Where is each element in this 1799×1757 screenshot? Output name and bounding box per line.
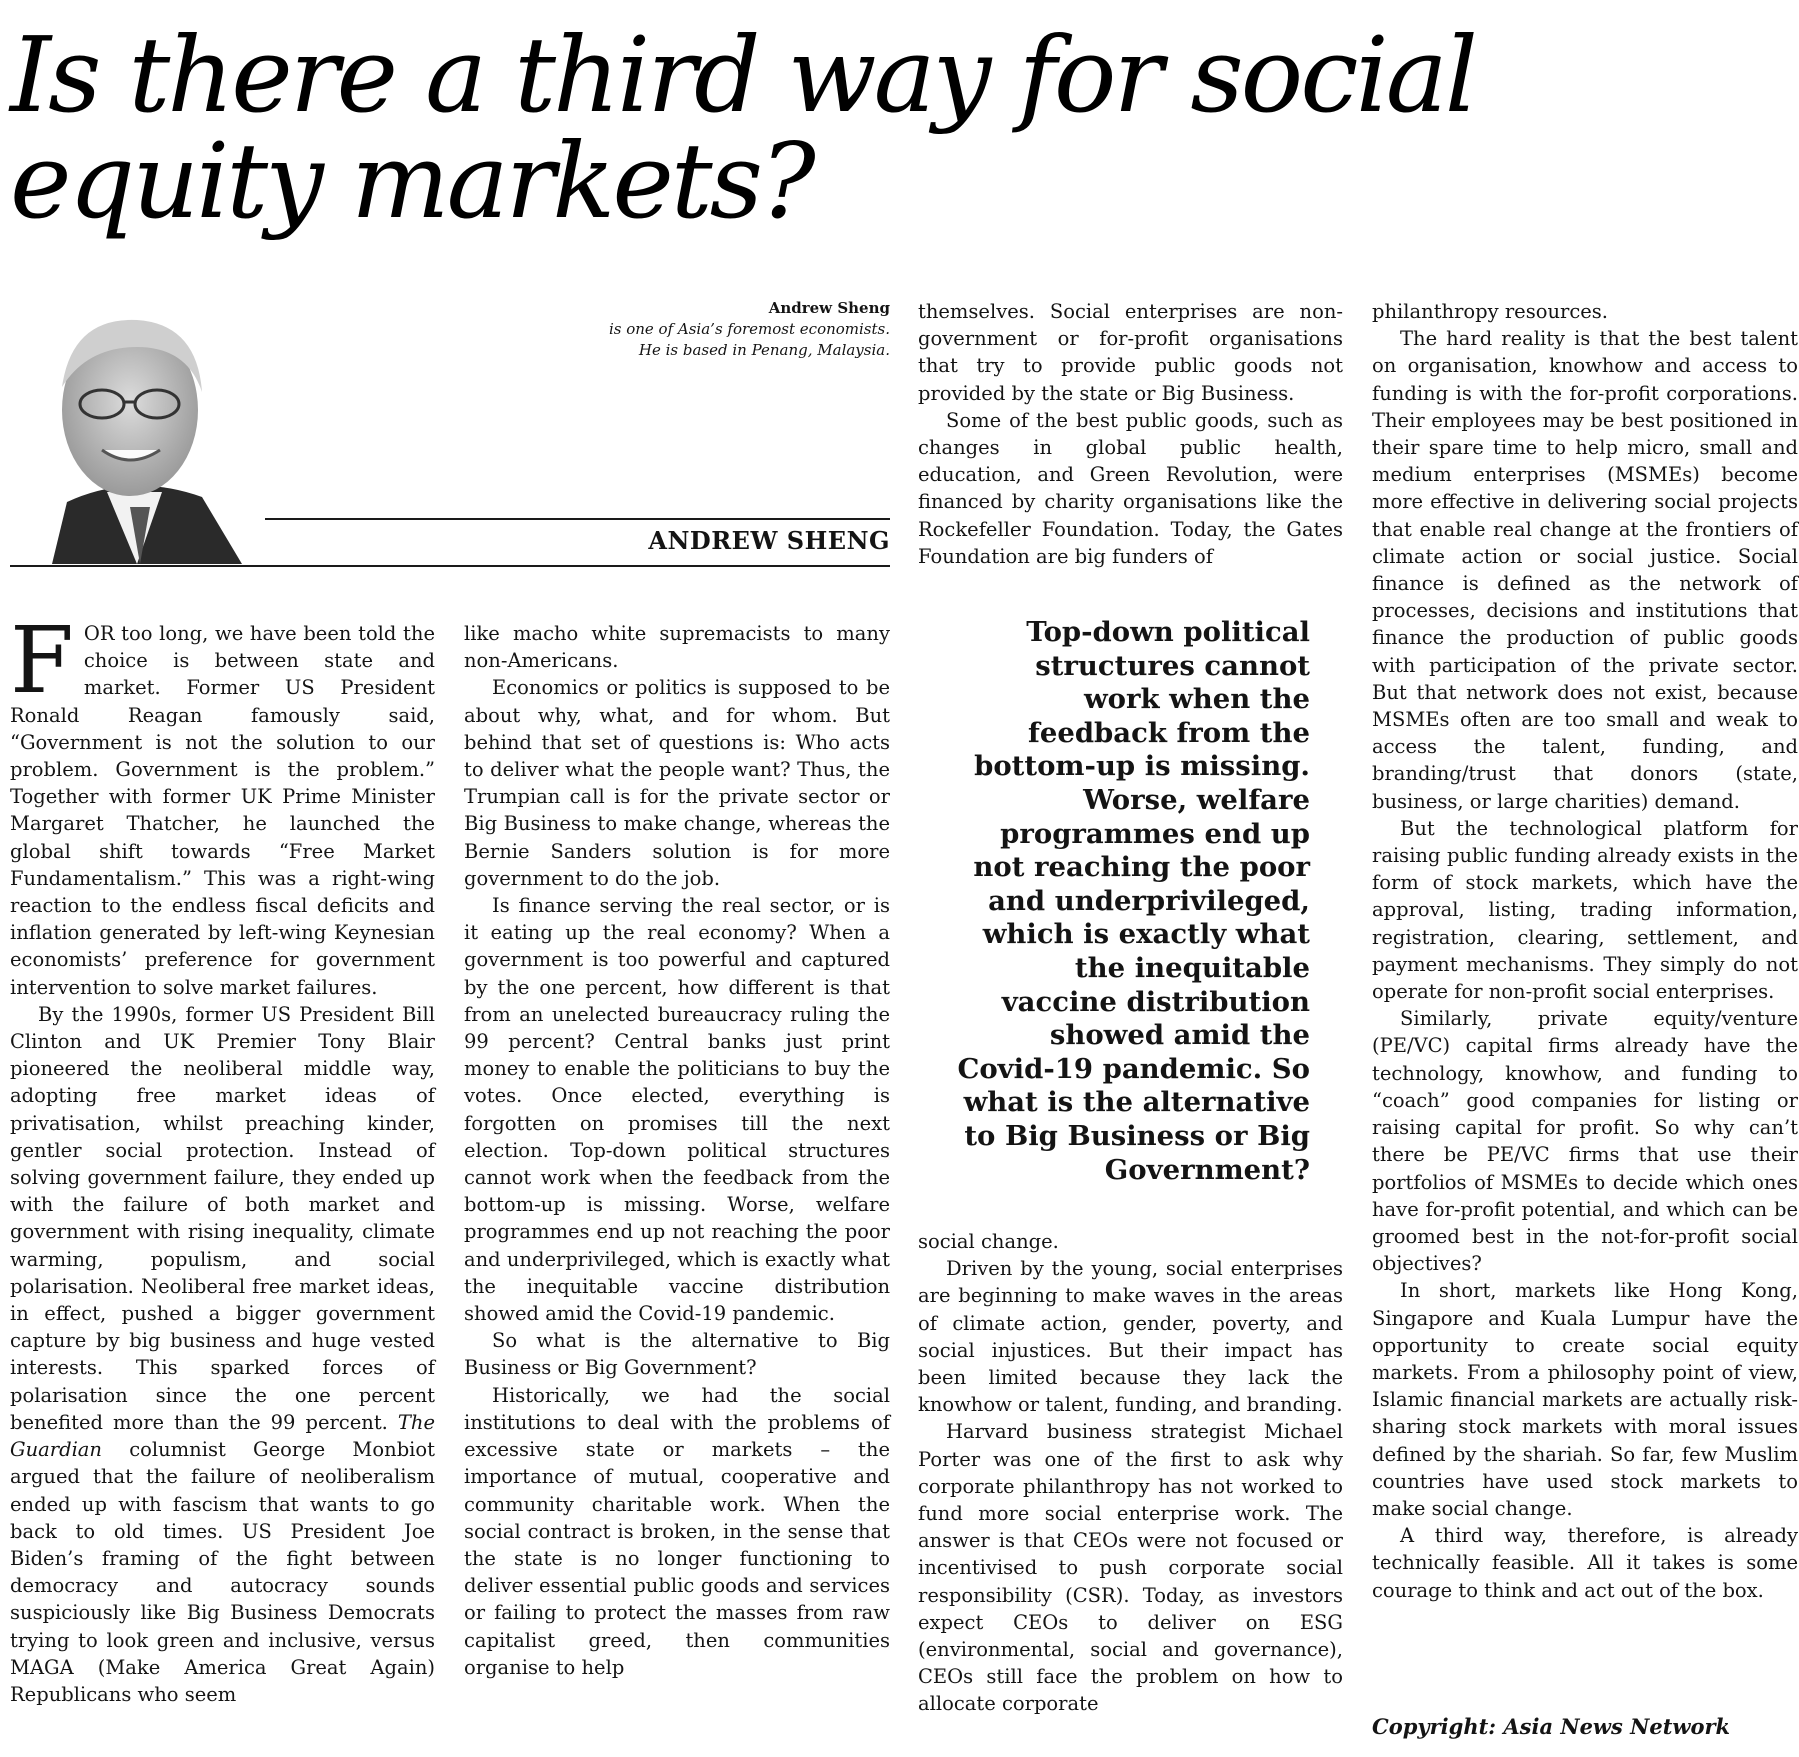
paragraph: By the 1990s, former US President Bill Clinton and UK Premier Tony Blair pioneered the neoliberal middle way, adopting free market ideas of privatisation, whilst preaching kinder, gentler social protection. Instead of solving government failure, they ended up with the failure of both market and government with rising inequality, climate warming, populism, and social polarisation. Neoliberal free market ideas, in effect, pushed a bigger government capture by big business and huge vested interests. This sparked forces of polarisation since the one percent benefited more than the 99 percent. The Guardian columnist George Monbiot argued that the failure of neoliberalism ended up with fascism that wants to go back to old times. US President Joe Biden’s framing of the fight between democracy and autocracy sounds suspiciously like Big Business Democrats trying to look green and inclusive, versus MAGA (Make America Great Again) Republicans who seem	[10, 1002, 435, 1706]
paragraph: philanthropy resources.	[1372, 300, 1609, 323]
paragraph: Harvard business strategist Michael Porter was one of the first to ask why corporate philanthropy has not worked to fund more social enterprise work. The answer is that CEOs were not focused or incentivised to push corporate social responsibility (CSR). Today, as investors expect CEOs to deliver on ESG (environmental, social and governance), CEOs still face the problem on how to allocate corporate	[918, 1420, 1343, 1716]
paragraph: The hard reality is that the best talent on organisation, knowhow and access to funding is with the for-profit corporations. Their employees may be best positioned in their spare time to help micro, small and medium enterprises (MSMEs) become more effective in delivering social projects that enable real change at the frontiers of climate action or social justice. Social finance is defined as the network of processes, decisions and institutions that finance the production of public goods with participation of the private sector. But that network does not exist, because MSMEs often are too small and weak to access the talent, funding, and branding/trust that donors (state, business, or large charities) demand.	[1372, 327, 1798, 813]
column-1	[10, 607, 435, 1708]
column-4	[1372, 298, 1798, 1604]
copyright: Copyright: Asia News Network	[1372, 1714, 1731, 1739]
paragraph: But the technological platform for raising public funding already exists in the form of stock markets, which have the approval, listing, trading information, registration, clearing, settlement, and payment mechanisms. They simply do not operate for non-profit social enterprises.	[1372, 816, 1798, 1004]
paragraph: A third way, therefore, is already technically feasible. All it takes is some courage to think and act out of the box.	[1372, 1524, 1798, 1602]
author-description: is one of Asia’s foremost economists. He is based in Penang, Malaysia.	[608, 320, 890, 359]
column-3-bottom	[918, 1228, 1343, 1718]
paragraph: Economics or politics is supposed to be about why, what, and for whom. But behind that set of questions is: Who acts to deliver what the people want? Thus, the Trumpian call is for the private sector or Big Business to make change, whereas the Bernie Sanders solution is for more government to do the job.	[464, 676, 890, 890]
byline: ANDREW SHENG	[648, 526, 890, 555]
column-3-top	[918, 298, 1343, 570]
paragraph: social change.	[918, 1230, 1059, 1253]
paragraph: like macho white supremacists to many non-Americans.	[464, 622, 890, 673]
author-bio	[600, 298, 890, 361]
paragraph: themselves. Social enterprises are non-government or for-profit organisations that try to provide public goods not provided by the state or Big Business.	[918, 300, 1343, 405]
publication-name: The Guardian	[10, 1410, 435, 1462]
paragraph: Historically, we had the social institutions to deal with the problems of excessive state or markets – the importance of mutual, cooperative and community charitable work. When the social contract is broken, in the sense that the state is no longer functioning to deliver essential public goods and services or failing to protect the masses from raw capitalist greed, then communities organise to help	[464, 1383, 890, 1679]
paragraph: So what is the alternative to Big Business or Big Government?	[464, 1329, 890, 1380]
paragraph: In short, markets like Hong Kong, Singapore and Kuala Lumpur have the opportunity to create social equity markets. From a philosophy point of view, Islamic financial markets are actually risk-sharing stock markets with moral issues defined by the shariah. So far, few Muslim countries have used stock markets to make social change.	[1372, 1279, 1798, 1520]
paragraph: Some of the best public goods, such as changes in global public health, education, and Green Revolution, were financed by charity organisations like the Rockefeller Foundation. Today, the Gates Foundation are big funders of	[918, 408, 1343, 568]
author-name: Andrew Sheng	[768, 299, 890, 317]
drop-cap: F	[10, 607, 74, 714]
paragraph: Driven by the young, social enterprises are beginning to make waves in the areas of climate action, gender, poverty, and social injustices. But their impact has been limited because they lack the knowhow or talent, funding, and branding.	[918, 1257, 1343, 1417]
headline: Is there a third way for social equity markets?	[10, 14, 1476, 242]
paragraph: Similarly, private equity/venture (PE/VC) capital firms already have the technology, knowhow, and funding to “coach” good companies for listing or raising capital for profit. So why can’t there be PE/VC firms that use their portfolios of MSMEs to decide which ones have for-profit potential, and which can be groomed best in the not-for-profit social objectives?	[1372, 1007, 1798, 1276]
paragraph: FOR too long, we have been told the choice is between state and market. Former US President Ronald Reagan famously said, “Government is not the solution to our problem. Government is the problem.” Together with former UK Prime Minister Margaret Thatcher, he launched the global shift towards “Free Market Fundamentalism.” This was a right-wing reaction to the endless fiscal deficits and inflation generated by left-wing Keynesian economists’ preference for government intervention to solve market failures.	[10, 607, 435, 999]
pull-quote: Top-down political structures cannot work when the feedback from the bottom-up is missing. Worse, welfare programmes end up not reaching the poor and underprivileged, which is exactly what the inequitable vaccine distribution showed amid the Covid-19 pandemic. So what is the alternative to Big Business or Big Government?	[957, 616, 1310, 1186]
column-2	[464, 620, 890, 1681]
divider-bottom	[10, 565, 890, 567]
paragraph: Is finance serving the real sector, or is it eating up the real economy? When a government is too powerful and captured by the one percent, how different is that from an unelected bureaucracy ruling the 99 percent? Central banks just print money to enable the politicians to buy the votes. Once elected, everything is forgotten on promises till the next election. Top-down political structures cannot work when the feedback from the bottom-up is missing. Worse, welfare programmes end up not reaching the poor and underprivileged, which is exactly what the inequitable vaccine distribution showed amid the Covid-19 pandemic.	[464, 894, 890, 1326]
author-portrait	[12, 292, 262, 564]
divider-top	[265, 518, 890, 520]
